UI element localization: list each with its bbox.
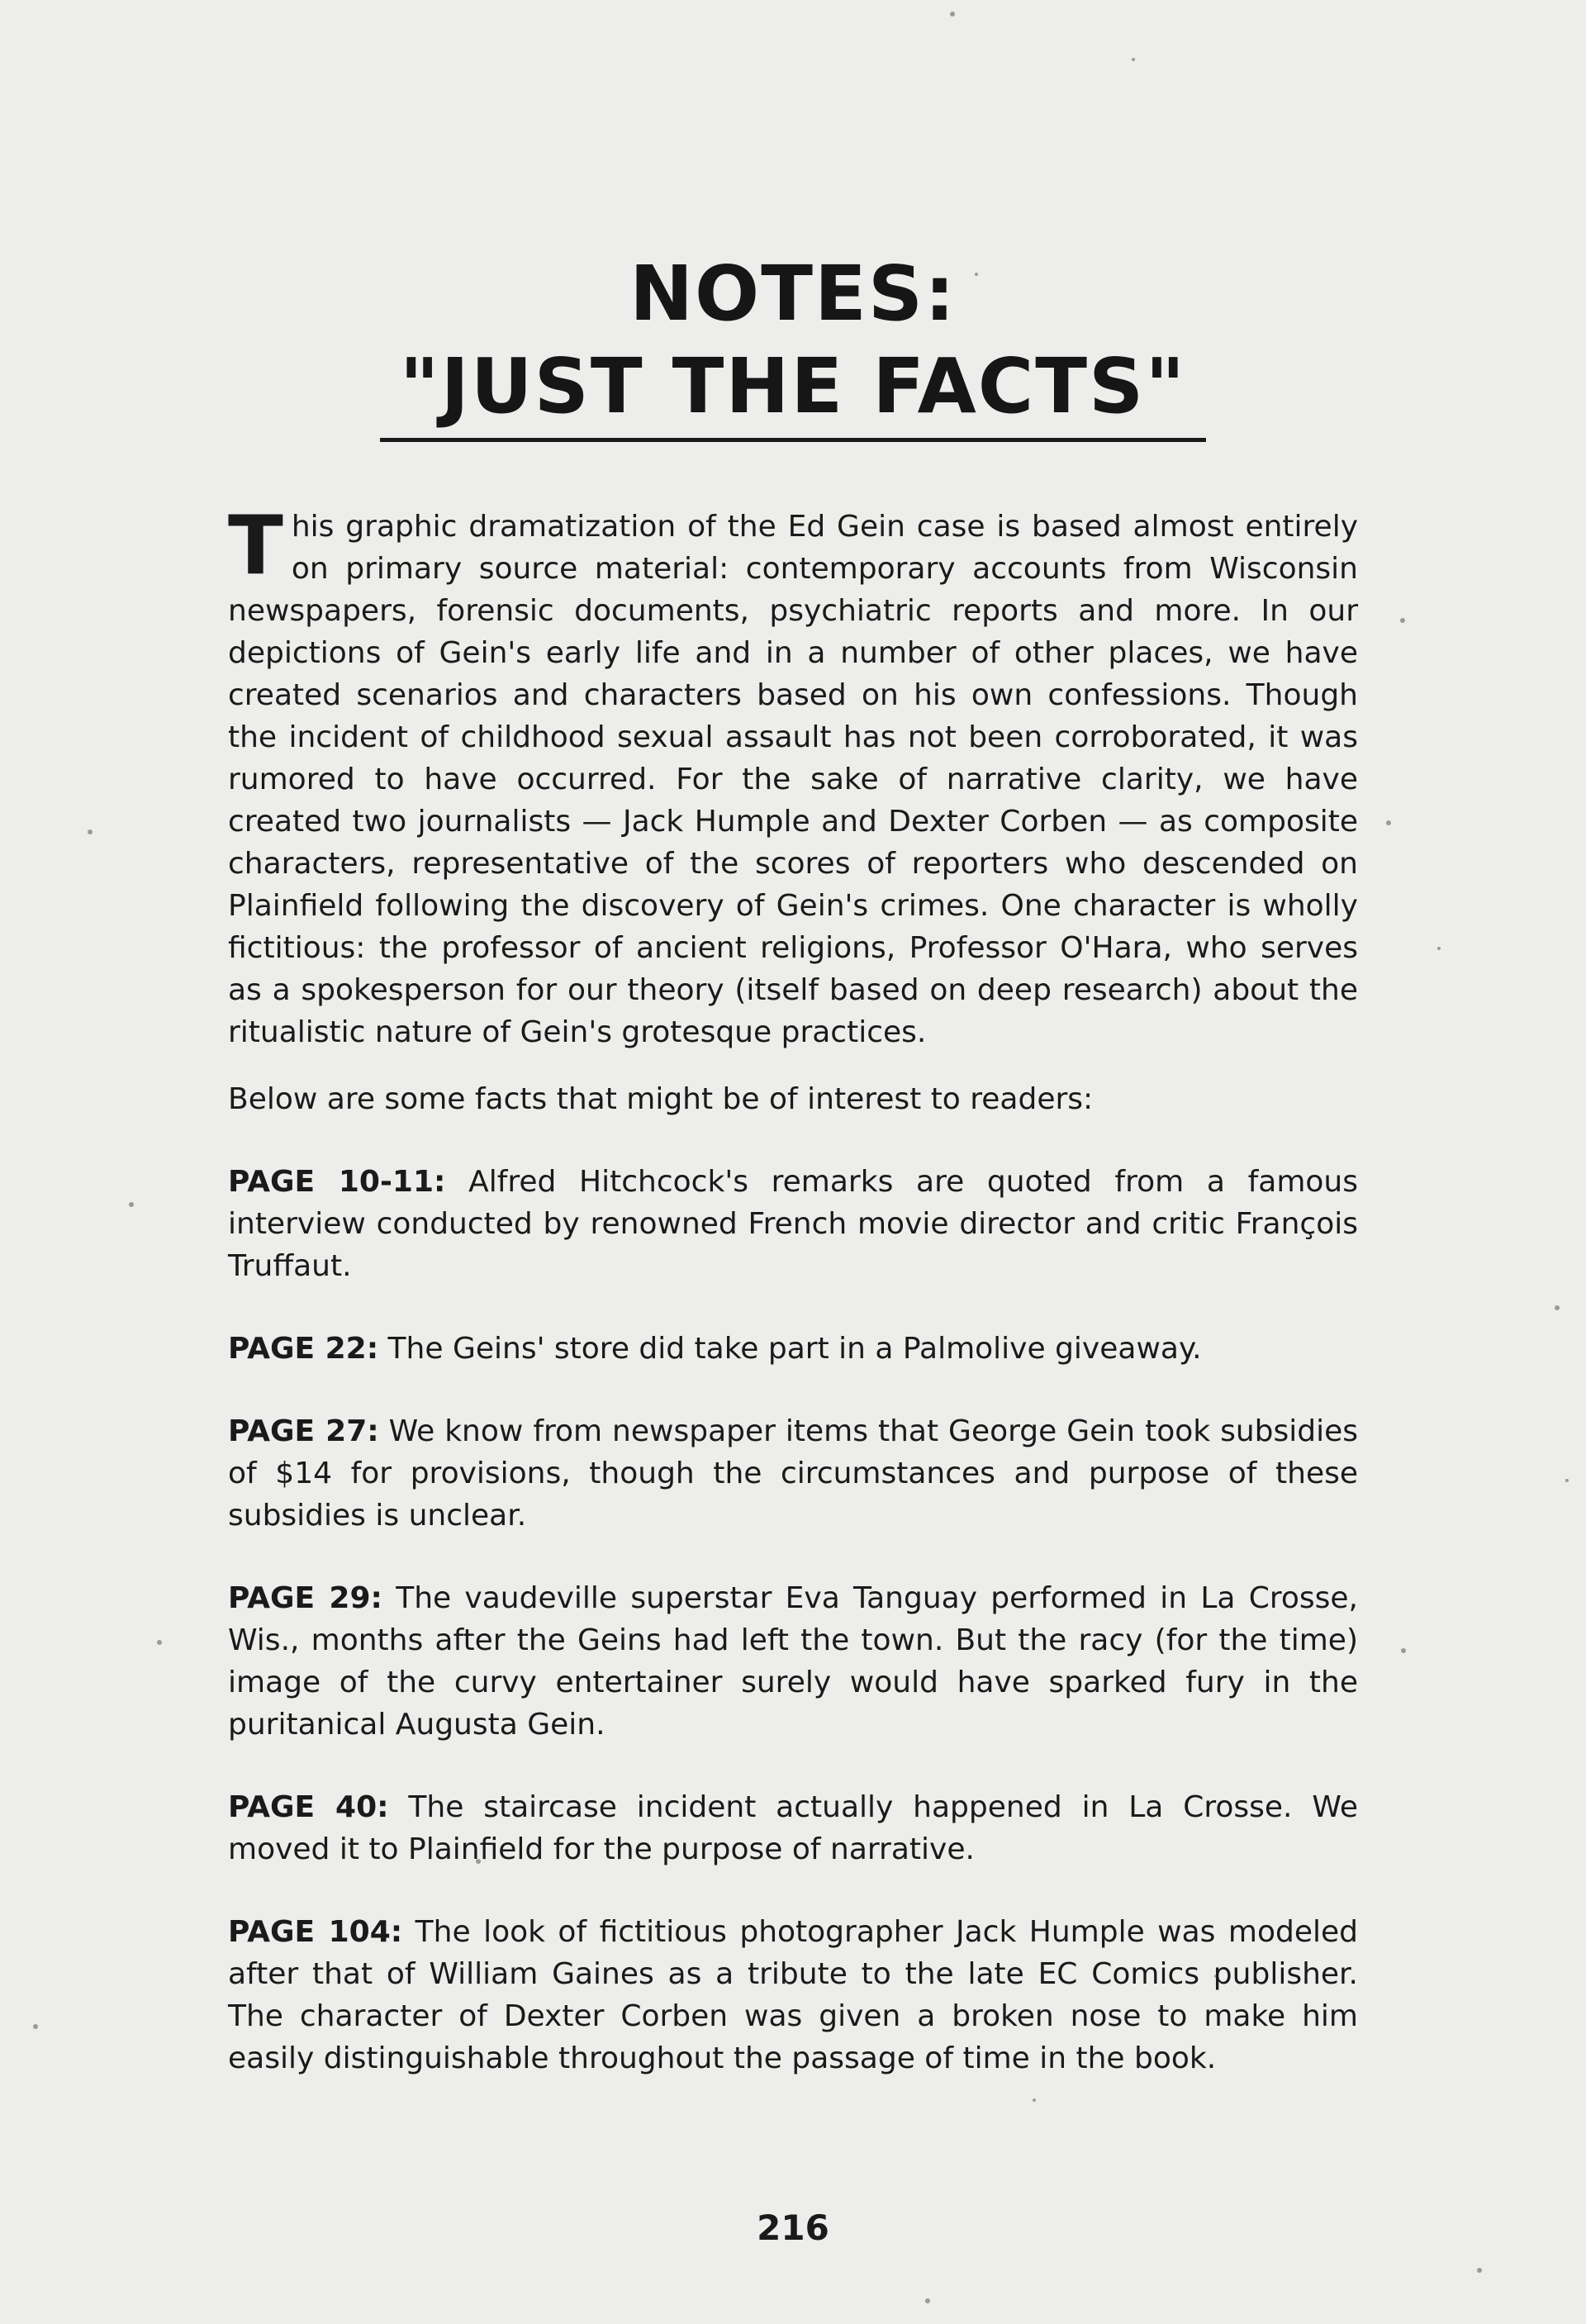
note-paragraph	[228, 1786, 1358, 1870]
note-page-ref: PAGE 22:	[228, 1332, 379, 1366]
drop-cap: T	[228, 499, 283, 593]
paper-speck	[950, 12, 955, 17]
note-text: The look of fictitious photographer Jack Humple was modeled after that of William Gaines as a tribute to the late EC Comics publisher. The character of Dexter Corben was given a broken nose to make him easily distinguishable throughout the passage of time in the book.	[228, 1915, 1358, 2075]
paper-speck	[1386, 820, 1391, 825]
note-paragraph	[228, 1328, 1358, 1370]
paper-speck	[1477, 2268, 1482, 2273]
note-text: Alfred Hitchcock's remarks are quoted from a famous interview conducted by renowned French movie director and critic François Truffaut.	[228, 1165, 1358, 1283]
note-text: The Geins' store did take part in a Palmolive giveaway.	[378, 1332, 1202, 1366]
note-paragraph	[228, 1161, 1358, 1287]
note-paragraph	[228, 1410, 1358, 1537]
title-divider	[380, 438, 1206, 442]
note-page-ref: PAGE 104:	[228, 1915, 403, 1949]
note-page-ref: PAGE 29:	[228, 1581, 382, 1615]
intro-paragraph	[228, 499, 1358, 1053]
intro-text: his graphic dramatization of the Ed Gein case is based almost entirely on primary source material: contemporary accounts from Wisconsin newspapers, forensic documents, psychiatric reports and more. In our depictions of Gein's early life and in a number of other places, we have created scenarios and characters based on his own confessions. Though the incident of childhood sexual assault has not been corroborated, it was rumored to have occurred. For the sake of narrative clarity, we have created two journalists — Jack Humple and Dexter Corben — as composite characters, representative of the scores of reporters who descended on Plainfield following the discovery of Gein's crimes. One character is wholly fictitious: the professor of ancient religions, Professor O'Hara, who serves as a spokesperson for our theory (itself based on deep research) about the ritualistic nature of Gein's grotesque practices.	[228, 510, 1358, 1049]
paper-speck	[129, 1202, 134, 1207]
note-page-ref: PAGE 40:	[228, 1790, 389, 1824]
paper-speck	[1555, 1305, 1560, 1310]
note-page-ref: PAGE 27:	[228, 1414, 379, 1448]
page-number: 216	[757, 2208, 829, 2248]
note-paragraph	[228, 1911, 1358, 2079]
paper-speck	[88, 829, 93, 834]
paper-speck	[1437, 947, 1441, 950]
paper-speck	[1565, 1479, 1569, 1482]
paper-speck	[33, 2024, 38, 2029]
paper-speck	[1401, 1648, 1406, 1653]
note-text: The vaudeville superstar Eva Tanguay performed in La Crosse, Wis., months after the Geins had left the town. But the racy (for the time) image of the curvy entertainer surely would have sparked fury in the puritanical Augusta Gein.	[228, 1581, 1358, 1742]
paper-speck	[1132, 58, 1135, 61]
note-page-ref: PAGE 10-11:	[228, 1165, 446, 1199]
title-line-2: "JUST THE FACTS"	[399, 342, 1187, 430]
note-paragraph	[228, 1577, 1358, 1746]
notes-body	[228, 499, 1359, 2120]
page-title	[0, 248, 1586, 433]
note-text: We know from newspaper items that George Gein took subsidies of $14 for provisions, though the circumstances and purpose of these subsidies is unclear.	[228, 1414, 1359, 1533]
title-line-1: NOTES:	[629, 250, 957, 338]
paper-speck	[925, 2298, 930, 2303]
paper-speck	[157, 1640, 162, 1645]
note-text: The staircase incident actually happened in La Crosse. We moved it to Plainfield for the purpose of narrative.	[228, 1790, 1358, 1866]
facts-lead-in: Below are some facts that might be of interest to readers:	[228, 1082, 1094, 1116]
paper-speck	[1400, 618, 1405, 623]
